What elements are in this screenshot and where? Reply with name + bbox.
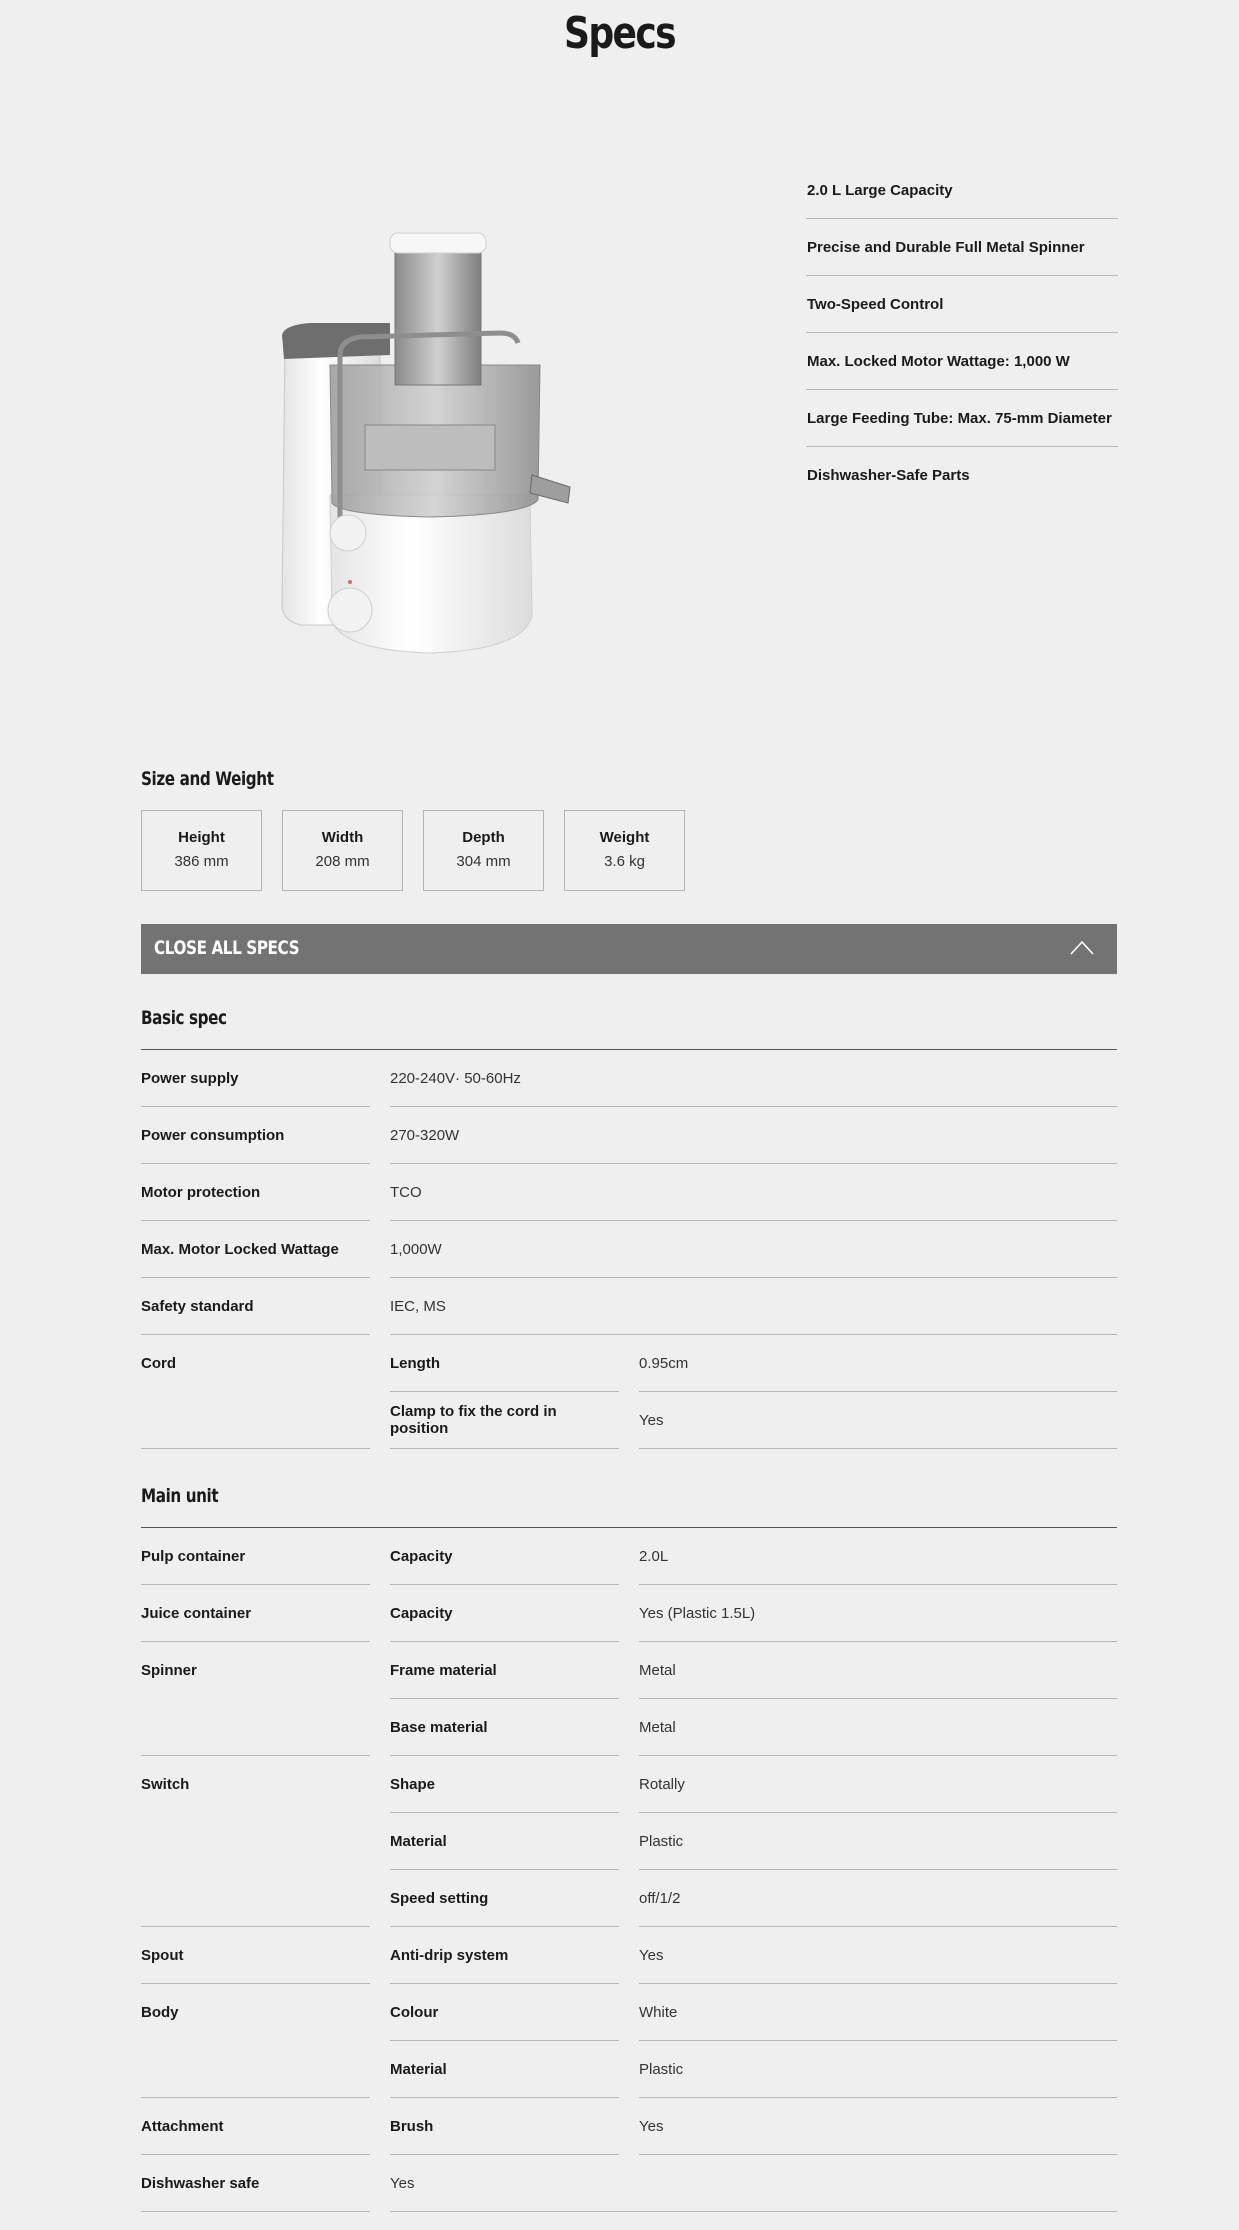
spec-value: Yes	[390, 2155, 1117, 2212]
size-weight-box	[564, 810, 685, 891]
spec-value: 2.0L	[639, 1528, 1117, 1585]
size-height-box	[141, 810, 262, 891]
spec-value: White	[639, 1984, 1117, 2041]
spec-group-label: Cord	[141, 1354, 176, 1372]
spec-sub-label: Capacity	[390, 1585, 619, 1642]
size-value: 386 mm	[174, 853, 229, 870]
product-image	[270, 225, 580, 670]
size-width-box	[282, 810, 403, 891]
spec-value: off/1/2	[639, 1870, 1117, 1927]
size-label: Depth	[462, 829, 505, 846]
spec-group-label: Dishwasher safe	[141, 2155, 370, 2212]
spec-sub-label: Material	[390, 2041, 619, 2098]
spec-group-label	[141, 2041, 370, 2098]
spec-group-label: Pulp container	[141, 1528, 370, 1585]
spec-sub-label: Capacity	[390, 1528, 619, 1585]
spec-sub-label: Brush	[390, 2098, 619, 2155]
spec-value: 1,000W	[390, 1221, 1117, 1278]
spec-group-label: Spout	[141, 1927, 370, 1984]
spec-group-label: Attachment	[141, 2098, 370, 2155]
spec-group-label: Switch	[141, 1775, 190, 1793]
spec-value: Yes (Plastic 1.5L)	[639, 1585, 1117, 1642]
spec-sub-label: Base material	[390, 1699, 619, 1756]
size-label: Height	[178, 829, 225, 846]
feature-list	[806, 162, 1118, 503]
size-weight-boxes	[141, 810, 685, 891]
main-unit-heading: Main unit	[141, 1485, 219, 1507]
spec-sub-label: Shape	[390, 1756, 619, 1813]
spec-group-label: Motor protection	[141, 1164, 370, 1221]
size-value: 3.6 kg	[604, 853, 645, 870]
spec-sub-label: Speed setting	[390, 1870, 619, 1927]
spec-value: Yes	[639, 1392, 1117, 1449]
spec-group-label: Max. Motor Locked Wattage	[141, 1221, 370, 1278]
feature-item: Two-Speed Control	[806, 276, 1118, 333]
spec-group-label: Safety standard	[141, 1278, 370, 1335]
spec-sub-label: Anti-drip system	[390, 1927, 619, 1984]
size-label: Width	[321, 829, 364, 846]
basic-spec-heading: Basic spec	[141, 1007, 227, 1029]
spec-group-label	[141, 1870, 370, 1927]
spec-value: Metal	[639, 1642, 1117, 1699]
close-all-specs-button[interactable]	[141, 924, 1117, 974]
spec-value: Plastic	[639, 1813, 1117, 1870]
size-value: 304 mm	[456, 853, 511, 870]
spec-sub-label: Material	[390, 1813, 619, 1870]
spec-value: Metal	[639, 1699, 1117, 1756]
chevron-up-icon	[1069, 938, 1095, 956]
spec-value: 220-240V· 50-60Hz	[390, 1050, 1117, 1107]
spec-group-label: Juice container	[141, 1585, 370, 1642]
spec-value: Yes	[639, 2098, 1117, 2155]
spec-group-label: Power supply	[141, 1050, 370, 1107]
spec-sub-label: Frame material	[390, 1642, 619, 1699]
feature-item: Max. Locked Motor Wattage: 1,000 W	[806, 333, 1118, 390]
spec-value: Rotally	[639, 1756, 1117, 1813]
size-label: Weight	[599, 829, 650, 846]
size-weight-heading: Size and Weight	[141, 768, 274, 790]
spec-value: 270-320W	[390, 1107, 1117, 1164]
close-all-specs-label: CLOSE ALL SPECS	[154, 937, 300, 959]
feature-item: 2.0 L Large Capacity	[806, 162, 1118, 219]
spec-value: Yes	[639, 1927, 1117, 1984]
spec-group-label: Spinner	[141, 1661, 197, 1679]
spec-value: 0.95cm	[639, 1335, 1117, 1392]
size-depth-box	[423, 810, 544, 891]
spec-group-label	[141, 1392, 370, 1449]
feature-item: Precise and Durable Full Metal Spinner	[806, 219, 1118, 276]
spec-group-label: Body	[141, 2003, 179, 2021]
spec-sub-label: Clamp to fix the cord in position	[390, 1392, 619, 1449]
spec-sub-label: Colour	[390, 1984, 619, 2041]
feature-item: Large Feeding Tube: Max. 75-mm Diameter	[806, 390, 1118, 447]
page-title: Specs	[564, 8, 675, 59]
spec-value: Plastic	[639, 2041, 1117, 2098]
spec-value: TCO	[390, 1164, 1117, 1221]
spec-sub-label: Length	[390, 1335, 619, 1392]
size-value: 208 mm	[315, 853, 370, 870]
spec-group-label	[141, 1699, 370, 1756]
spec-value: IEC, MS	[390, 1278, 1117, 1335]
feature-item: Dishwasher-Safe Parts	[807, 466, 970, 484]
spec-group-label	[141, 1813, 370, 1869]
spec-group-label: Power consumption	[141, 1107, 370, 1164]
